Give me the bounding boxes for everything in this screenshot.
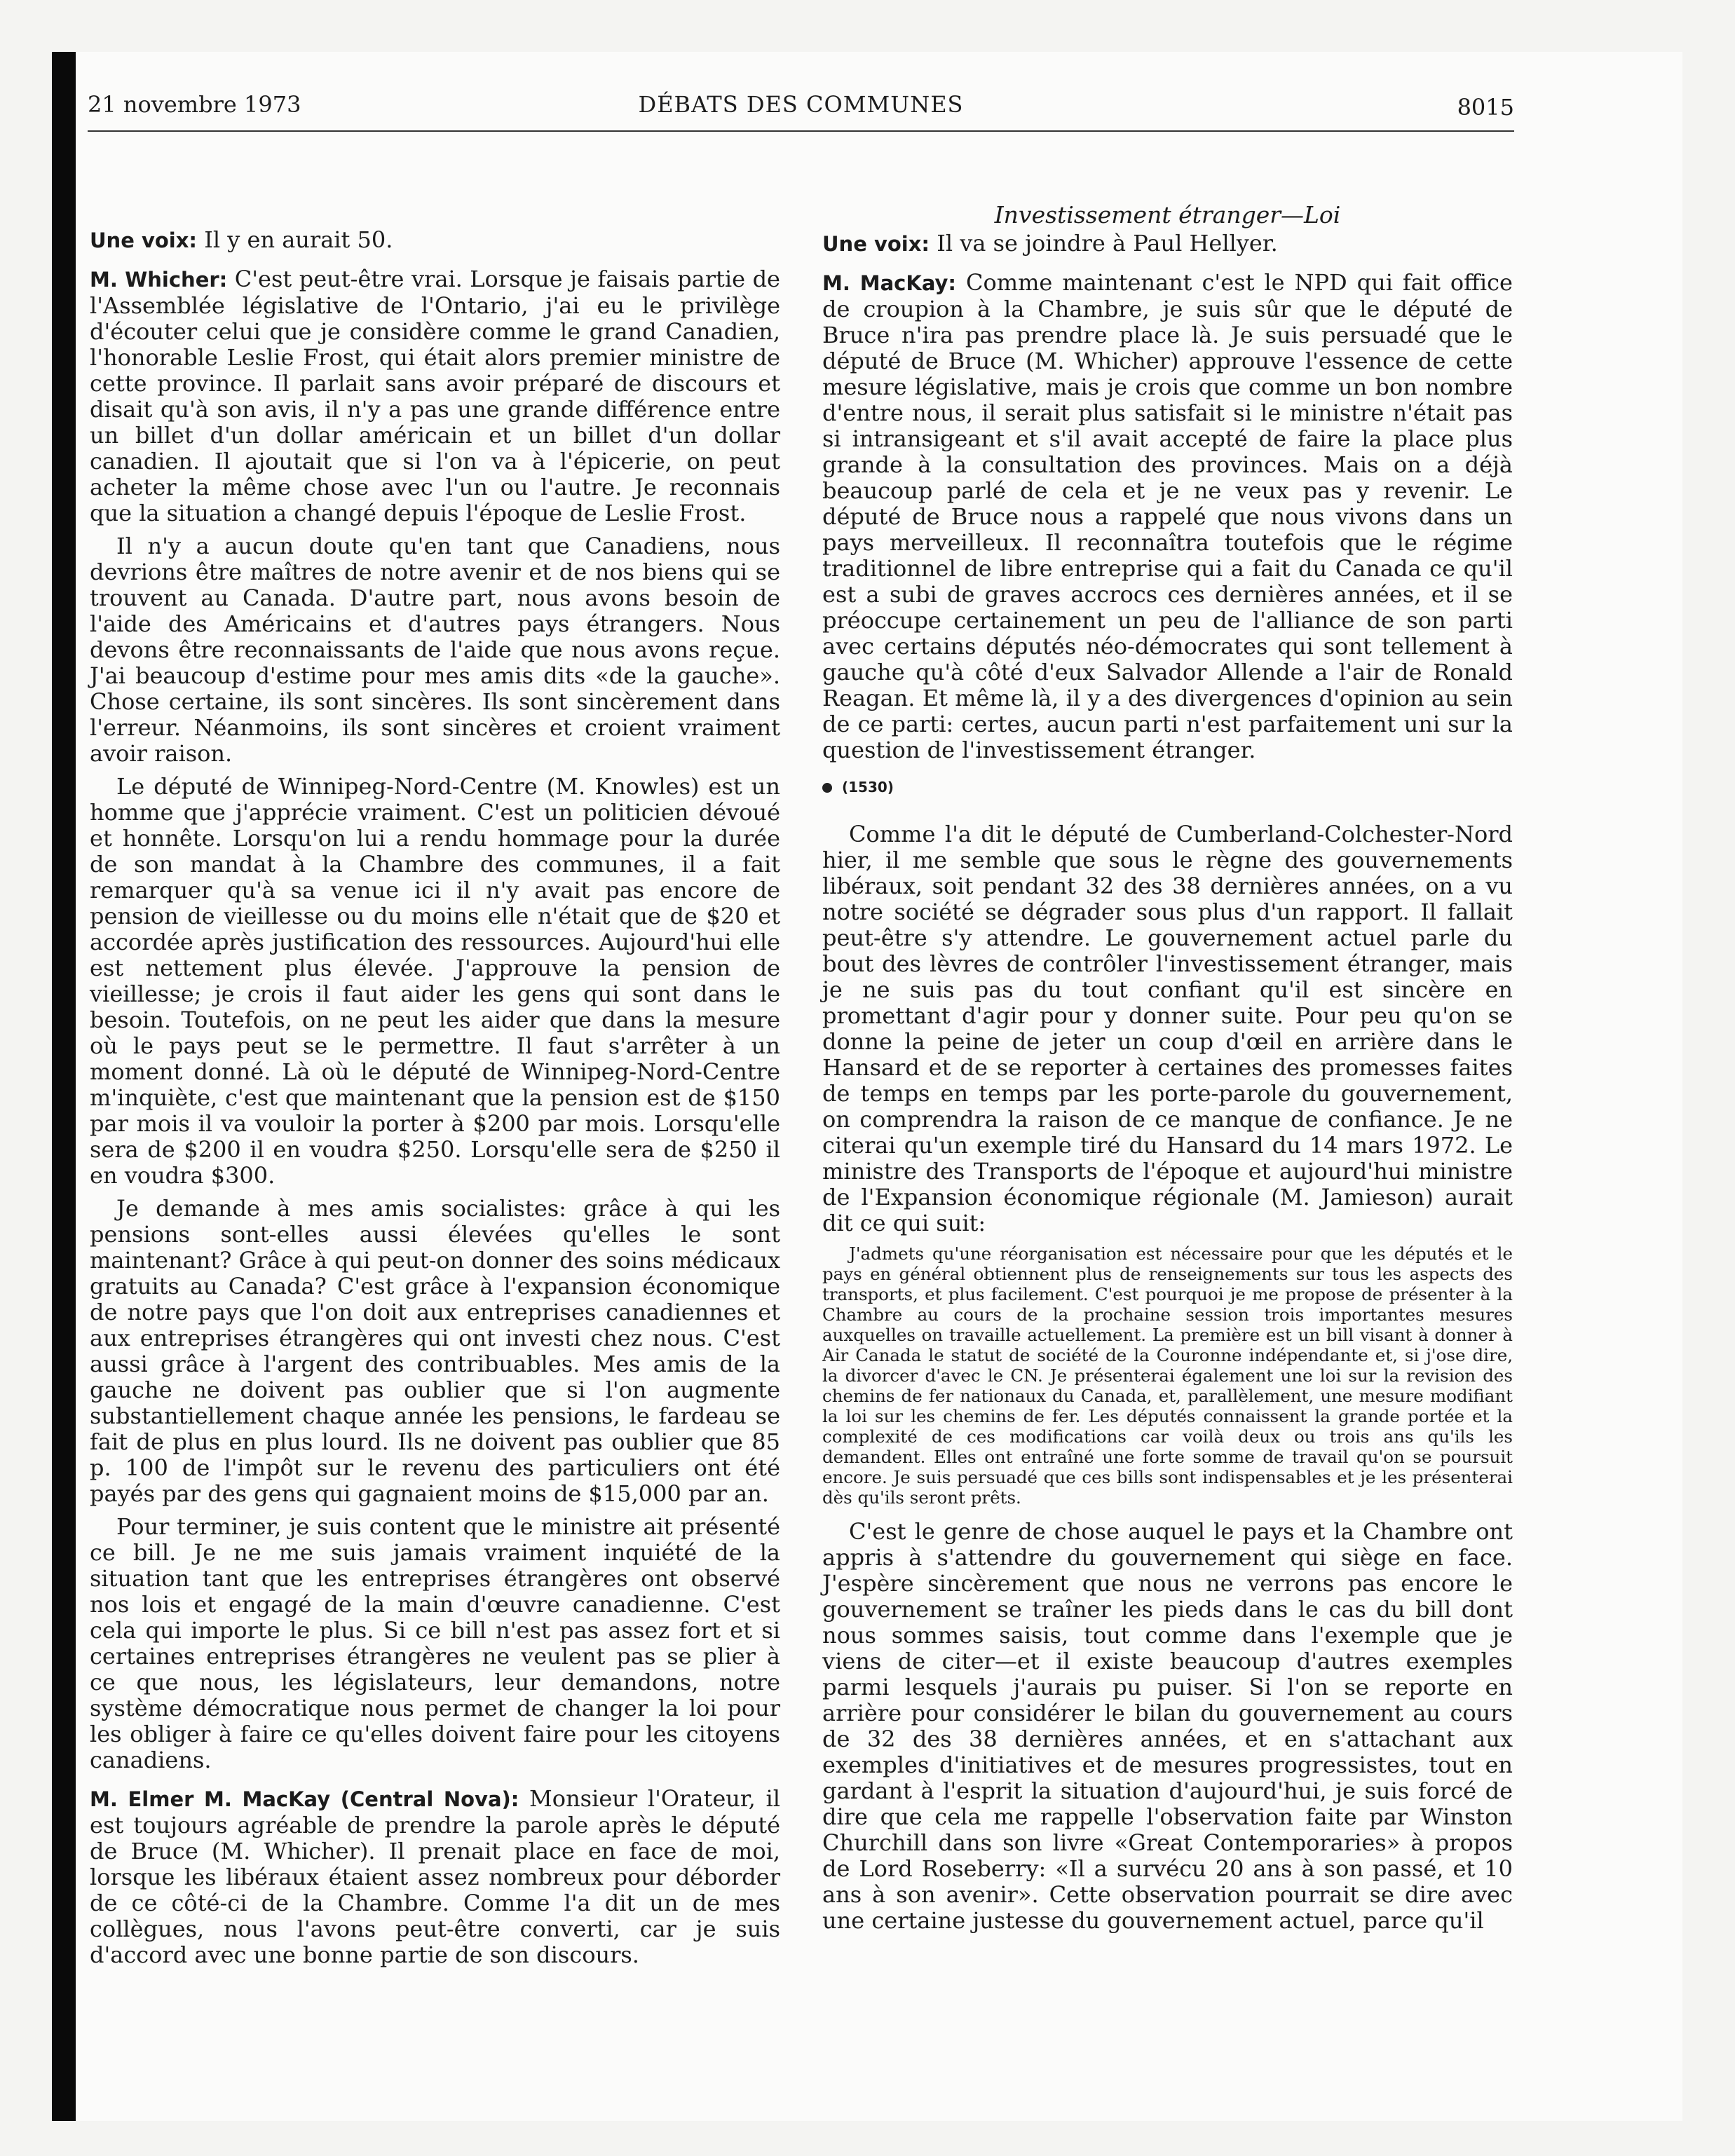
header-title: DÉBATS DES COMMUNES [638, 91, 964, 118]
timestamp [822, 775, 1513, 800]
running-head: Investissement étranger—Loi [994, 201, 1341, 228]
paragraph [90, 227, 780, 254]
speaker-name: M. Elmer M. MacKay (Central Nova): [90, 1787, 519, 1811]
paragraph: Pour terminer, je suis content que le ministre ait présenté ce bill. Je ne me suis jamais vraiment inquiété de la situation tant que les entreprises étrangères ont observé nos lois et engagé de la main d'œuvre canadienne. C'est cela qui importe le plus. Si ce bill n'est pas assez fort et si certaines entreprises étrangères ne veulent pas se plier à ce que nous, les législateurs, leur demandons, notre système démocratique nous permet de changer la loi pour les obliger à faire ce qu'elles doivent faire pour les citoyens canadiens. [90, 1513, 780, 1773]
header-page-number: 8015 [1457, 94, 1514, 121]
speaker-name: Une voix: [90, 228, 198, 252]
paragraph: Il n'y a aucun doute qu'en tant que Canadiens, nous devrions être maîtres de notre avenir et de nos biens qui se trouvent au Canada. D'autre part, nous avons besoin de l'aide des Américains et d'autres pays étrangers. Nous devons être reconnaissants de l'aide que nous avons reçue. J'ai beaucoup d'estime pour mes amis dits «de la gauche». Chose certaine, ils sont sincères. Ils sont sincèrement dans l'erreur. Néanmoins, ils sont sincères et croient vraiment avoir raison. [90, 533, 780, 767]
header-date: 21 novembre 1973 [88, 91, 301, 118]
paragraph-text: C'est peut-être vrai. Lorsque je faisais partie de l'Assemblée législative de l'Ontario, j'ai eu le privilège d'écouter celui que je considère comme le grand Canadien, l'honorable Leslie Frost, qui était alors premier ministre de cette province. Il parlait sans avoir préparé de discours et disait qu'à son avis, il n'y a pas une grande différence entre un billet d'un dollar américain et un billet d'un dollar canadien. Il ajoutait que si l'on va à l'épicerie, on peut acheter la même chose avec l'un ou l'autre. Je reconnais que la situation a changé depuis l'époque de Leslie Frost. [90, 266, 780, 526]
speaker-name: Une voix: [822, 232, 930, 256]
paragraph-text: Comme maintenant c'est le NPD qui fait office de croupion à la Chambre, je suis sûr que le député de Bruce n'ira pas prendre place là. Je suis persuadé que le député de Bruce (M. Whicher) approuve l'essence de cette mesure législative, mais je crois que comme un bon nombre d'entre nous, il serait plus satisfait si le ministre n'était pas si intransigeant et s'il avait accepté de faire la place plus grande à la consultation des provinces. Mais on a déjà beaucoup parlé de cela et je ne veux pas y revenir. Le député de Bruce nous a rappelé que nous vivons dans un pays merveilleux. Il reconnaîtra toutefois que le régime traditionnel de libre entreprise qui a fait du Canada ce qu'il est a subi de graves accrocs ces dernières années, et il se préoccupe certainement un peu de l'alliance de son parti avec certains députés néo-démocrates qui sont tellement à gauche qu'à côté d'eux Salvador Allende a l'air de Ronald Reagan. Et même là, il y a des divergences d'opinion au sein de ce parti: certes, aucun parti n'est parfaitement uni sur la question de l'investissement étranger. [822, 269, 1513, 763]
timestamp-text: (1530) [842, 779, 894, 796]
quote-text: J'admets qu'une réorganisation est nécessaire pour que les députés et le pays en général obtiennent plus de renseignements sur tous les aspects des transports, et plus facilement. C'est pourquoi je me propose de présenter à la Chambre au cours de la prochaine session trois importantes mesures auxquelles on travaille actuellement. La première est un bill visant à donner à Air Canada le statut de société de la Couronne indépendante et, si j'ose dire, la divorcer d'avec le CN. Je présenterai également une loi sur la revision des chemins de fer nationaux du Canada, et, parallèlement, une mesure modifiant la loi sur les chemins de fer. Les députés connaissent la grande portée et la complexité de ces modifications car voilà deux ou trois ans qu'ils les demandent. Elles ont entraîné une forte somme de travail qu'on se poursuit encore. Je suis persuadé que ces bills sont indispensables et je les présenterai dès qu'ils seront prêts. [822, 1243, 1513, 1508]
paragraph [822, 270, 1513, 763]
paragraph [822, 231, 1513, 257]
scan-binding-edge [52, 52, 76, 2121]
right-column [822, 150, 1513, 1941]
left-column [90, 150, 780, 1975]
paragraph: Comme l'a dit le député de Cumberland-Colchester-Nord hier, il me semble que sous le règne des gouvernements libéraux, soit pendant 32 des 38 dernières années, on a vu notre société se dégrader sous plus d'un rapport. Il fallait peut-être s'y attendre. Le gouvernement actuel parle du bout des lèvres de contrôler l'investissement étranger, mais je ne suis pas du tout confiant qu'il est sincère en promettant d'agir pour y donner suite. Pour peu qu'on se donne la peine de jeter un coup d'œil en arrière dans le Hansard et de se reporter à certaines des promesses faites de temps en temps par les porte-parole du gouvernement, on comprendra la raison de ce manque de confiance. Je ne citerai qu'un exemple tiré du Hansard du 14 mars 1972. Le ministre des Transports de l'époque et aujourd'hui ministre de l'Expansion économique régionale (M. Jamieson) aurait dit ce qui suit: [822, 821, 1513, 1236]
speaker-name: M. MacKay: [822, 271, 957, 295]
paragraph: Le député de Winnipeg-Nord-Centre (M. Knowles) est un homme que j'apprécie vraiment. C'est un politicien dévoué et honnête. Lorsqu'on lui a rendu hommage pour la durée de son mandat à la Chambre des communes, il a fait remarquer qu'à sa venue ici il n'y avait pas encore de pension de vieillesse ou du moins elle n'était que de $20 et accordée après justification des ressources. Aujourd'hui elle est nettement plus élevée. J'approuve la pension de vieillesse; je crois il faut aider les gens qui sont dans le besoin. Toutefois, on ne peut les aider que dans la mesure où le pays peut se le permettre. Il faut s'arrêter à un moment donné. Là où le député de Winnipeg-Nord-Centre m'inquiète, c'est que maintenant que la pension est de $150 par mois il va vouloir la porter à $200 par mois. Lorsqu'elle sera de $200 il en voudra $250. Lorsqu'elle sera de $250 il en voudra $300. [90, 773, 780, 1189]
paragraph-text: Il y en aurait 50. [197, 226, 393, 253]
block-quote [822, 1243, 1513, 1508]
paragraph [90, 1786, 780, 1968]
speaker-name: M. Whicher: [90, 268, 228, 292]
page-header [88, 91, 1514, 132]
paragraph: C'est le genre de chose auquel le pays et la Chambre ont appris à s'attendre du gouvernement qui siège en face. J'espère sincèrement que nous ne verrons pas encore le gouvernement se traîner les pieds dans le cas du bill dont nous sommes saisis, tout comme dans l'exemple que je viens de citer—et il existe beaucoup d'autres exemples parmi lesquels j'aurais pu puiser. Si l'on se reporte en arrière pour considérer le bilan du gouvernement au cours de 32 des 38 dernières années, et en s'attachant aux exemples d'initiatives et de mesures progressistes, tout en gardant à l'esprit la situation d'aujourd'hui, je suis forcé de dire que cela me rappelle l'observation faite par Winston Churchill dans son livre «Great Contemporaries» à propos de Lord Roseberry: «Il a survécu 20 ans à son passé, et 10 ans à son avenir». Cette observation pourrait se dire avec une certaine justesse du gouvernement actuel, parce qu'il [822, 1518, 1513, 1934]
paragraph [90, 266, 780, 526]
bullet-icon [822, 783, 832, 793]
paragraph-text: Il va se joindre à Paul Hellyer. [930, 230, 1278, 257]
paragraph-text: Monsieur l'Orateur, il est toujours agréable de prendre la parole après le député de Bruce (M. Whicher). Il prenait place en face de moi, lorsque les libéraux étaient assez nombreux pour déborder de ce côté-ci de la Chambre. Comme l'a dit un de mes collègues, nous l'avons peut-être converti, car je suis d'accord avec une bonne partie de son discours. [90, 1785, 780, 1968]
paragraph: Je demande à mes amis socialistes: grâce à qui les pensions sont-elles aussi élevées qu'elles le sont maintenant? Grâce à qui peut-on donner des soins médicaux gratuits au Canada? C'est grâce à l'expansion économique de notre pays que l'on doit aux entreprises canadiennes et aux entreprises étrangères qui ont investi chez nous. C'est aussi grâce à l'argent des contribuables. Mes amis de la gauche ne doivent pas oublier que si l'on augmente substantiellement chaque année les pensions, le fardeau se fait de plus en plus lourd. Ils ne doivent pas oublier que 85 p. 100 de l'impôt sur le revenu des particuliers ont été payés par des gens qui gagnaient moins de $15,000 par an. [90, 1195, 780, 1507]
